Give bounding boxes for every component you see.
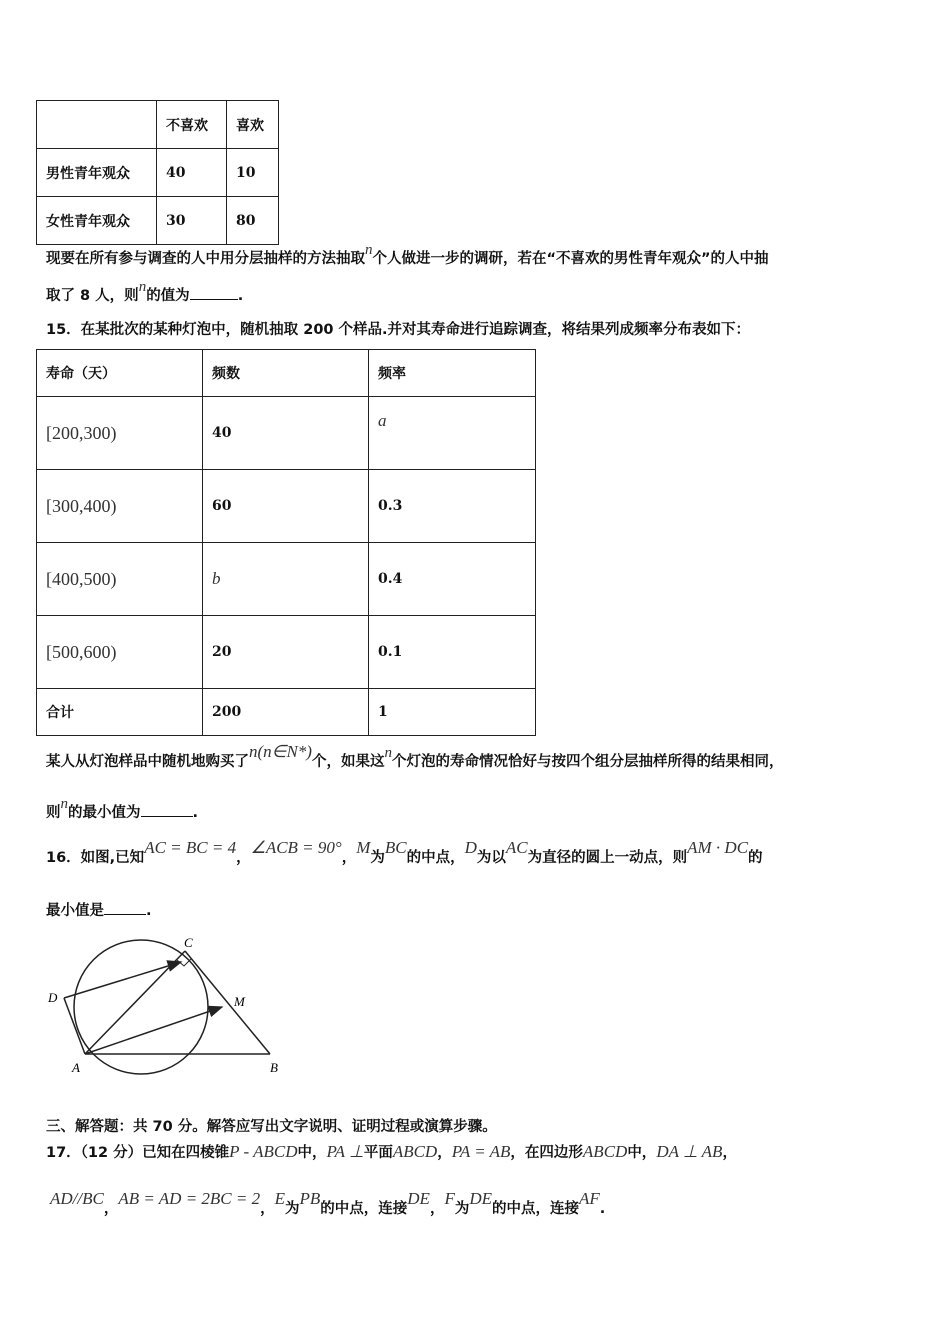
math-d: D [464,838,477,857]
text: ， [103,1201,119,1217]
table-cell: a [369,397,536,470]
math-cond2: ∠ACB = 90° [250,838,342,857]
text: ， [260,1201,275,1217]
text: ， [722,1145,737,1161]
math-n: n [384,745,392,761]
preference-table [36,100,279,245]
q14-line-2 [46,279,244,305]
math: F [444,1189,455,1208]
table-row [37,543,536,616]
label-B: B [270,1060,278,1075]
text: 中， [297,1145,327,1161]
math: PB [299,1189,321,1208]
row-label: 男性青年观众 [37,149,157,197]
interval-cell: [300,400) [37,470,203,543]
math: AB = AD = 2BC = 2 [118,1189,261,1208]
q15-intro: 15．在某批次的某种灯泡中，随机抽取 200 个样品.并对其寿命进行追踪调查，将结果列成频率分布表如下： [46,322,751,338]
text: . [237,288,244,304]
answer-blank[interactable] [104,900,146,915]
math-cond1: AC = BC = 4 [144,838,237,857]
table-cell: 0.1 [369,616,536,689]
table-row [37,689,536,736]
text: 为直径的圆上一动点，则 [527,850,688,866]
math-n: n [138,279,147,295]
label-A: A [72,1060,80,1075]
text: 为 [454,1201,470,1217]
math-m: M [356,838,371,857]
table-row [37,397,536,470]
text: 16．如图,已知 [46,850,145,866]
table-cell: 60 [203,470,369,543]
text: 平面 [363,1145,393,1161]
table-cell: 20 [203,616,369,689]
text: 的值为 [146,288,190,304]
table-cell: b [203,543,369,616]
math: E [274,1189,285,1208]
table-row [37,616,536,689]
vector-AM [85,1007,222,1054]
label-D: D [48,990,58,1005]
table-header-cell: 寿命（天） [37,350,203,397]
math-dot-product: AM · DC [687,838,749,857]
text: ，在四边形 [510,1145,583,1161]
table-row [37,149,279,197]
math: DA ⊥ AB [656,1142,723,1161]
table-cell: 30 [157,197,227,245]
answer-blank[interactable] [190,285,238,300]
q14-line-1 [46,242,769,268]
table-row [37,197,279,245]
text: 最小值是 [46,903,104,919]
vector-DC [64,962,181,998]
q17-line-1 [46,1141,737,1162]
q17-line-2 [50,1189,606,1218]
q16-line-1 [46,838,763,867]
math: ABCD [392,1142,438,1161]
table-cell: 40 [157,149,227,197]
text: ， [236,850,251,866]
text: 17．（12 分）已知在四棱锥 [46,1145,230,1161]
geometry-figure [44,936,289,1078]
math-n-expr: n(n∈N*) [249,742,312,761]
table-cell: 0.4 [369,543,536,616]
segment-CB [185,951,270,1054]
math: PA ⊥ [326,1142,364,1161]
text: 为 [370,850,385,866]
text: 个人做进一步的调研，若在“不喜欢的男性青年观众”的人中抽 [372,251,769,267]
table-header-cell: 频率 [369,350,536,397]
text: . [599,1201,606,1217]
q15-line-2 [46,796,199,822]
text: . [192,805,199,821]
table-header-cell: 频数 [203,350,369,397]
label-C: C [184,936,193,950]
text: ， [429,1201,445,1217]
text: 的 [748,850,763,866]
math: AF [579,1189,600,1208]
text: ， [437,1145,452,1161]
row-label: 女性青年观众 [37,197,157,245]
math: PA = AB [451,1142,511,1161]
math-bc: BC [384,838,407,857]
table-row [37,470,536,543]
text: 则 [46,805,61,821]
text: 中， [627,1145,657,1161]
text: 个灯泡的寿命情况恰好与按四个组分层抽样所得的结果相同， [391,754,784,770]
table-cell: 80 [227,197,279,245]
segment-AC [85,951,185,1054]
math: DE [407,1189,430,1208]
table-cell: 0.3 [369,470,536,543]
table-cell: 200 [203,689,369,736]
text: 为以 [476,850,506,866]
interval-cell: [500,600) [37,616,203,689]
text: 取了 8 人，则 [46,288,139,304]
math-n: n [365,242,373,258]
table-header-cell: 喜欢 [227,101,279,149]
table-cell: 10 [227,149,279,197]
text: 的中点，连接 [492,1201,580,1217]
answer-blank[interactable] [141,802,193,817]
text: 为 [285,1201,300,1217]
table-header-cell [37,101,157,149]
text: 的中点，连接 [320,1201,408,1217]
math: AD//BC [50,1189,104,1208]
math: DE [469,1189,493,1208]
text: 现要在所有参与调查的人中用分层抽样的方法抽取 [46,251,365,267]
text: 某人从灯泡样品中随机地购买了 [46,754,249,770]
table-cell: 40 [203,397,369,470]
text: 的最小值为 [68,805,141,821]
section-heading: 三、解答题：共 70 分。解答应写出文字说明、证明过程或演算步骤。 [46,1119,497,1135]
table-header-cell: 不喜欢 [157,101,227,149]
text: ， [341,850,357,866]
label-M: M [234,994,245,1009]
math-n: n [60,796,68,812]
interval-cell: [400,500) [37,543,203,616]
q15-line-1 [46,742,784,771]
math: ABCD [582,1142,628,1161]
text: 的中点， [406,850,465,866]
q16-line-2 [46,899,152,920]
frequency-table [36,349,536,736]
math-ac: AC [505,838,528,857]
text: 个，如果这 [311,754,385,770]
table-cell: 1 [369,689,536,736]
text: . [146,903,152,919]
total-label: 合计 [37,689,203,736]
interval-cell: [200,300) [37,397,203,470]
math: P - ABCD [229,1142,298,1161]
